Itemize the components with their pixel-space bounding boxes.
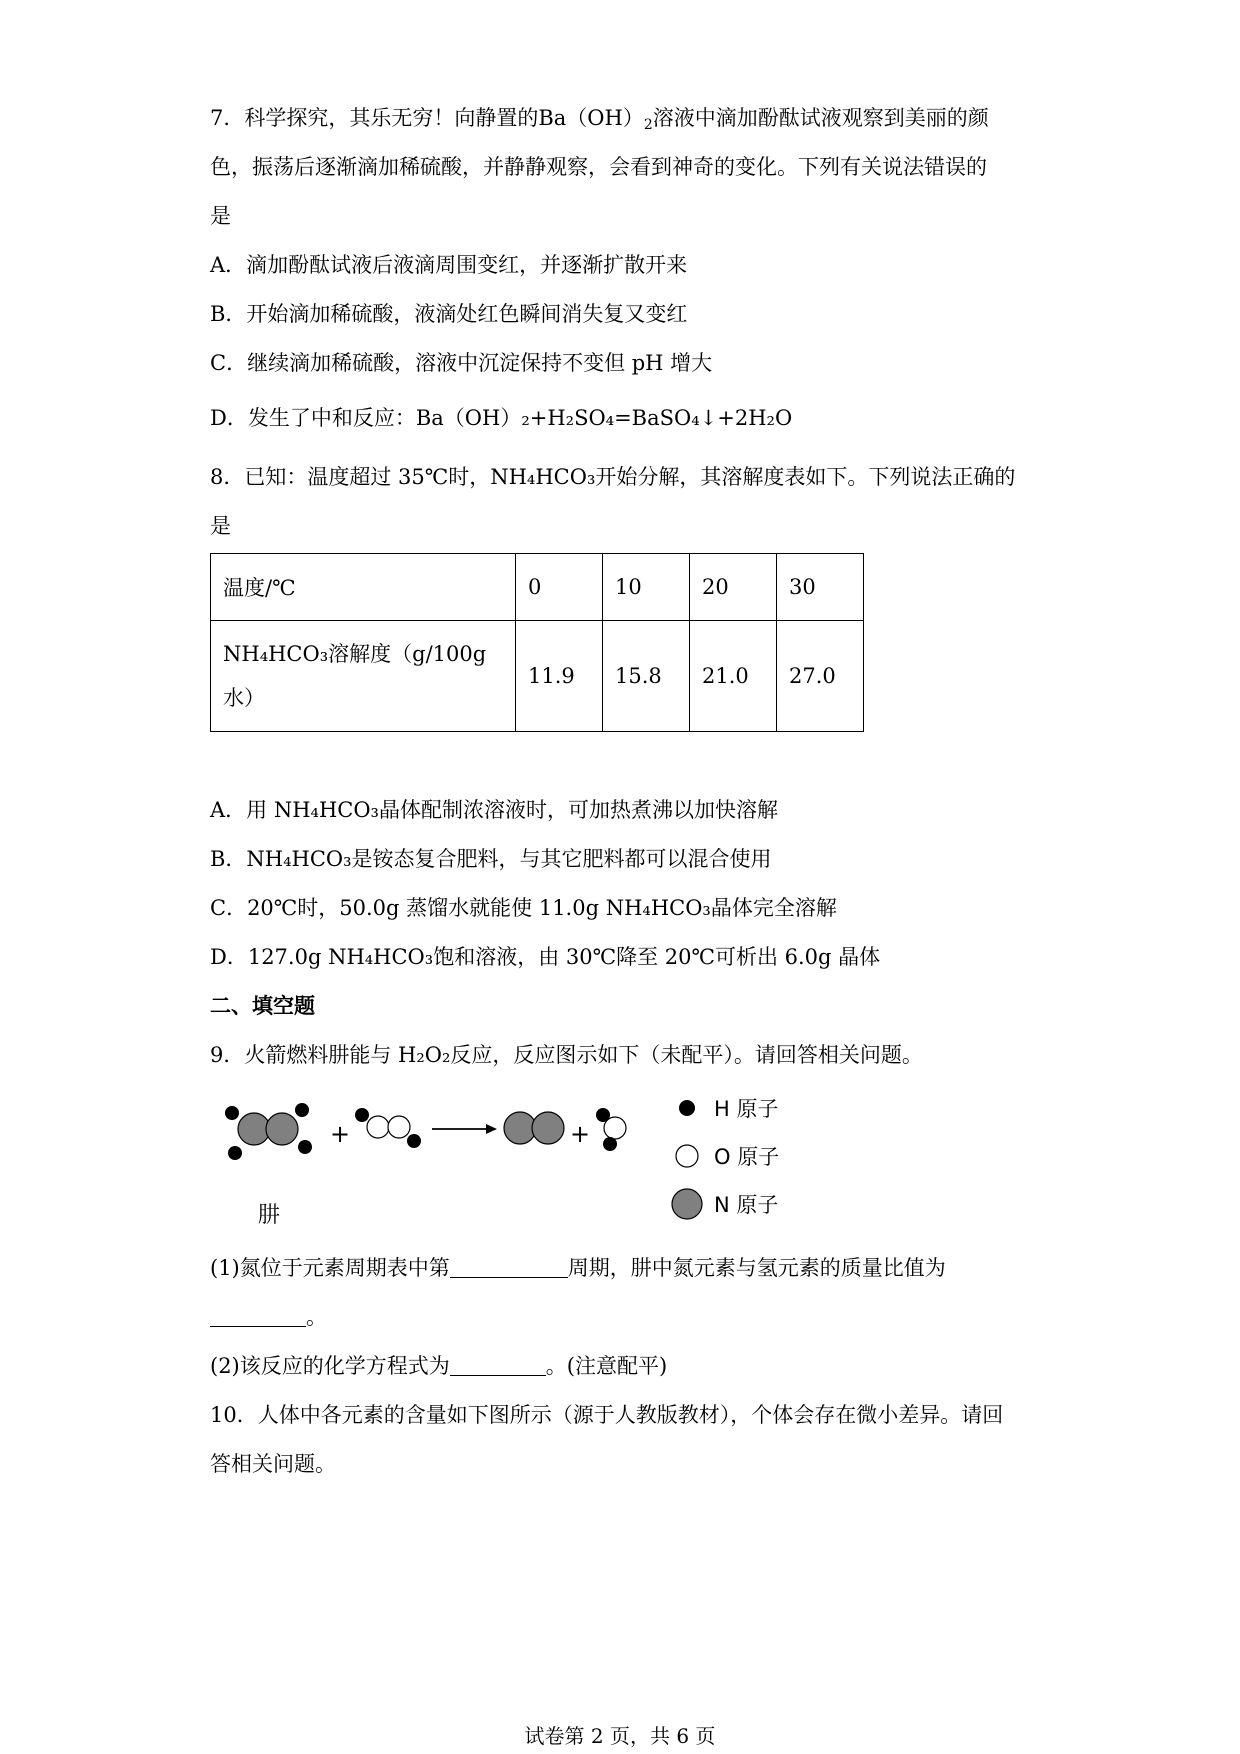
table-temp: 0 <box>516 554 603 621</box>
nitrogen-molecule <box>504 1112 564 1144</box>
answer-blank[interactable] <box>450 1255 568 1278</box>
q7-option-d: D．发生了中和反应：Ba（OH）₂+H₂SO₄=BaSO₄↓+2H₂O <box>210 406 793 430</box>
section-title: 二、填空题 <box>210 993 315 1018</box>
q10-line1: 10．人体中各元素的含量如下图所示（源于人教版教材），个体会存在微小差异。请回 <box>210 1403 1004 1427</box>
legend-n: N 原子 <box>670 1186 778 1222</box>
q10-line2: 答相关问题。 <box>210 1452 336 1476</box>
h-atom <box>228 1146 242 1160</box>
arrow-head-icon <box>486 1124 497 1134</box>
q7-line2: 色，振荡后逐渐滴加稀硫酸，并静静观察，会看到神奇的变化。下列有关说法错误的 <box>210 155 987 179</box>
q9-sub1-line1: (1)氮位于元素周期表中第 周期，肼中氮元素与氢元素的质量比值为 <box>210 1256 946 1280</box>
q9-sub1-line2: 。 <box>210 1302 327 1332</box>
n-atom-icon <box>670 1187 704 1221</box>
q8-line1: 8．已知：温度超过 35℃时，NH₄HCO₃开始分解，其溶解度表如下。下列说法正确的 <box>210 465 1016 489</box>
table-value: 11.9 <box>516 621 603 732</box>
q8-option-c: C．20℃时，50.0g 蒸馏水就能使 11.0g NH₄HCO₃晶体完全溶解 <box>210 896 837 920</box>
o-atom <box>367 1116 389 1138</box>
table-header-label: 温度/℃ <box>211 554 516 621</box>
solubility-table <box>210 553 864 732</box>
o-atom <box>604 1117 626 1139</box>
table-row <box>211 621 864 732</box>
h-atom <box>295 1103 309 1117</box>
q8-option-d: D．127.0g NH₄HCO₃饱和溶液，由 30℃降至 20℃可析出 6.0g 晶体 <box>210 945 881 969</box>
o-atom-icon <box>670 1139 704 1173</box>
table-temp: 30 <box>777 554 864 621</box>
table-temp: 20 <box>690 554 777 621</box>
o-atom <box>388 1116 410 1138</box>
q7-line1: 7．科学探究，其乐无穷！向静置的$Ba(OH)_2$溶液中滴加酚酞试液观察到美丽的颜 <box>210 106 989 133</box>
h-atom <box>407 1134 421 1148</box>
plus-sign: + <box>570 1120 591 1148</box>
h-atom <box>603 1137 617 1151</box>
answer-blank[interactable] <box>450 1353 546 1376</box>
h-atom-icon <box>670 1091 704 1125</box>
n-atom <box>266 1113 298 1145</box>
legend-h: H 原子 <box>670 1090 778 1126</box>
n-atom <box>504 1112 536 1144</box>
water-molecule <box>596 1108 626 1151</box>
hydrogen-peroxide-molecule <box>355 1108 421 1148</box>
q9-line1: 9．火箭燃料肼能与 H₂O₂反应，反应图示如下（未配平）。请回答相关问题。 <box>210 1043 923 1067</box>
table-temp: 10 <box>603 554 690 621</box>
table-value: 21.0 <box>690 621 777 732</box>
plus-sign: + <box>330 1120 351 1148</box>
h-atom <box>355 1108 369 1122</box>
n-atom <box>238 1113 270 1145</box>
page-footer: 试卷第 2 页，共 6 页 <box>524 1724 716 1748</box>
q9-sub2: (2)该反应的化学方程式为 。(注意配平) <box>210 1354 668 1378</box>
legend-o: O 原子 <box>670 1138 779 1174</box>
q7-option-a: A．滴加酚酞试液后液滴周围变红，并逐渐扩散开来 <box>210 253 688 277</box>
q8-line2: 是 <box>210 514 231 538</box>
h-atom <box>298 1140 312 1154</box>
table-row-label: NH₄HCO₃溶解度（g/100g 水） <box>211 621 516 732</box>
n-atom <box>532 1112 564 1144</box>
q8-option-a: A．用 NH₄HCO₃晶体配制浓溶液时，可加热煮沸以加快溶解 <box>210 798 778 822</box>
table-value: 27.0 <box>777 621 864 732</box>
table-value: 15.8 <box>603 621 690 732</box>
q7-option-b: B．开始滴加稀硫酸，液滴处红色瞬间消失复又变红 <box>210 302 688 326</box>
hydrazine-molecule <box>225 1103 312 1160</box>
q8-option-b: B．NH₄HCO₃是铵态复合肥料，与其它肥料都可以混合使用 <box>210 847 772 871</box>
q7-line3: 是 <box>210 204 231 228</box>
table-row <box>211 554 864 621</box>
hydrazine-label: 肼 <box>258 1203 281 1228</box>
h-atom <box>225 1106 239 1120</box>
answer-blank[interactable] <box>210 1304 306 1327</box>
q7-option-c: C．继续滴加稀硫酸，溶液中沉淀保持不变但 pH 增大 <box>210 351 713 375</box>
